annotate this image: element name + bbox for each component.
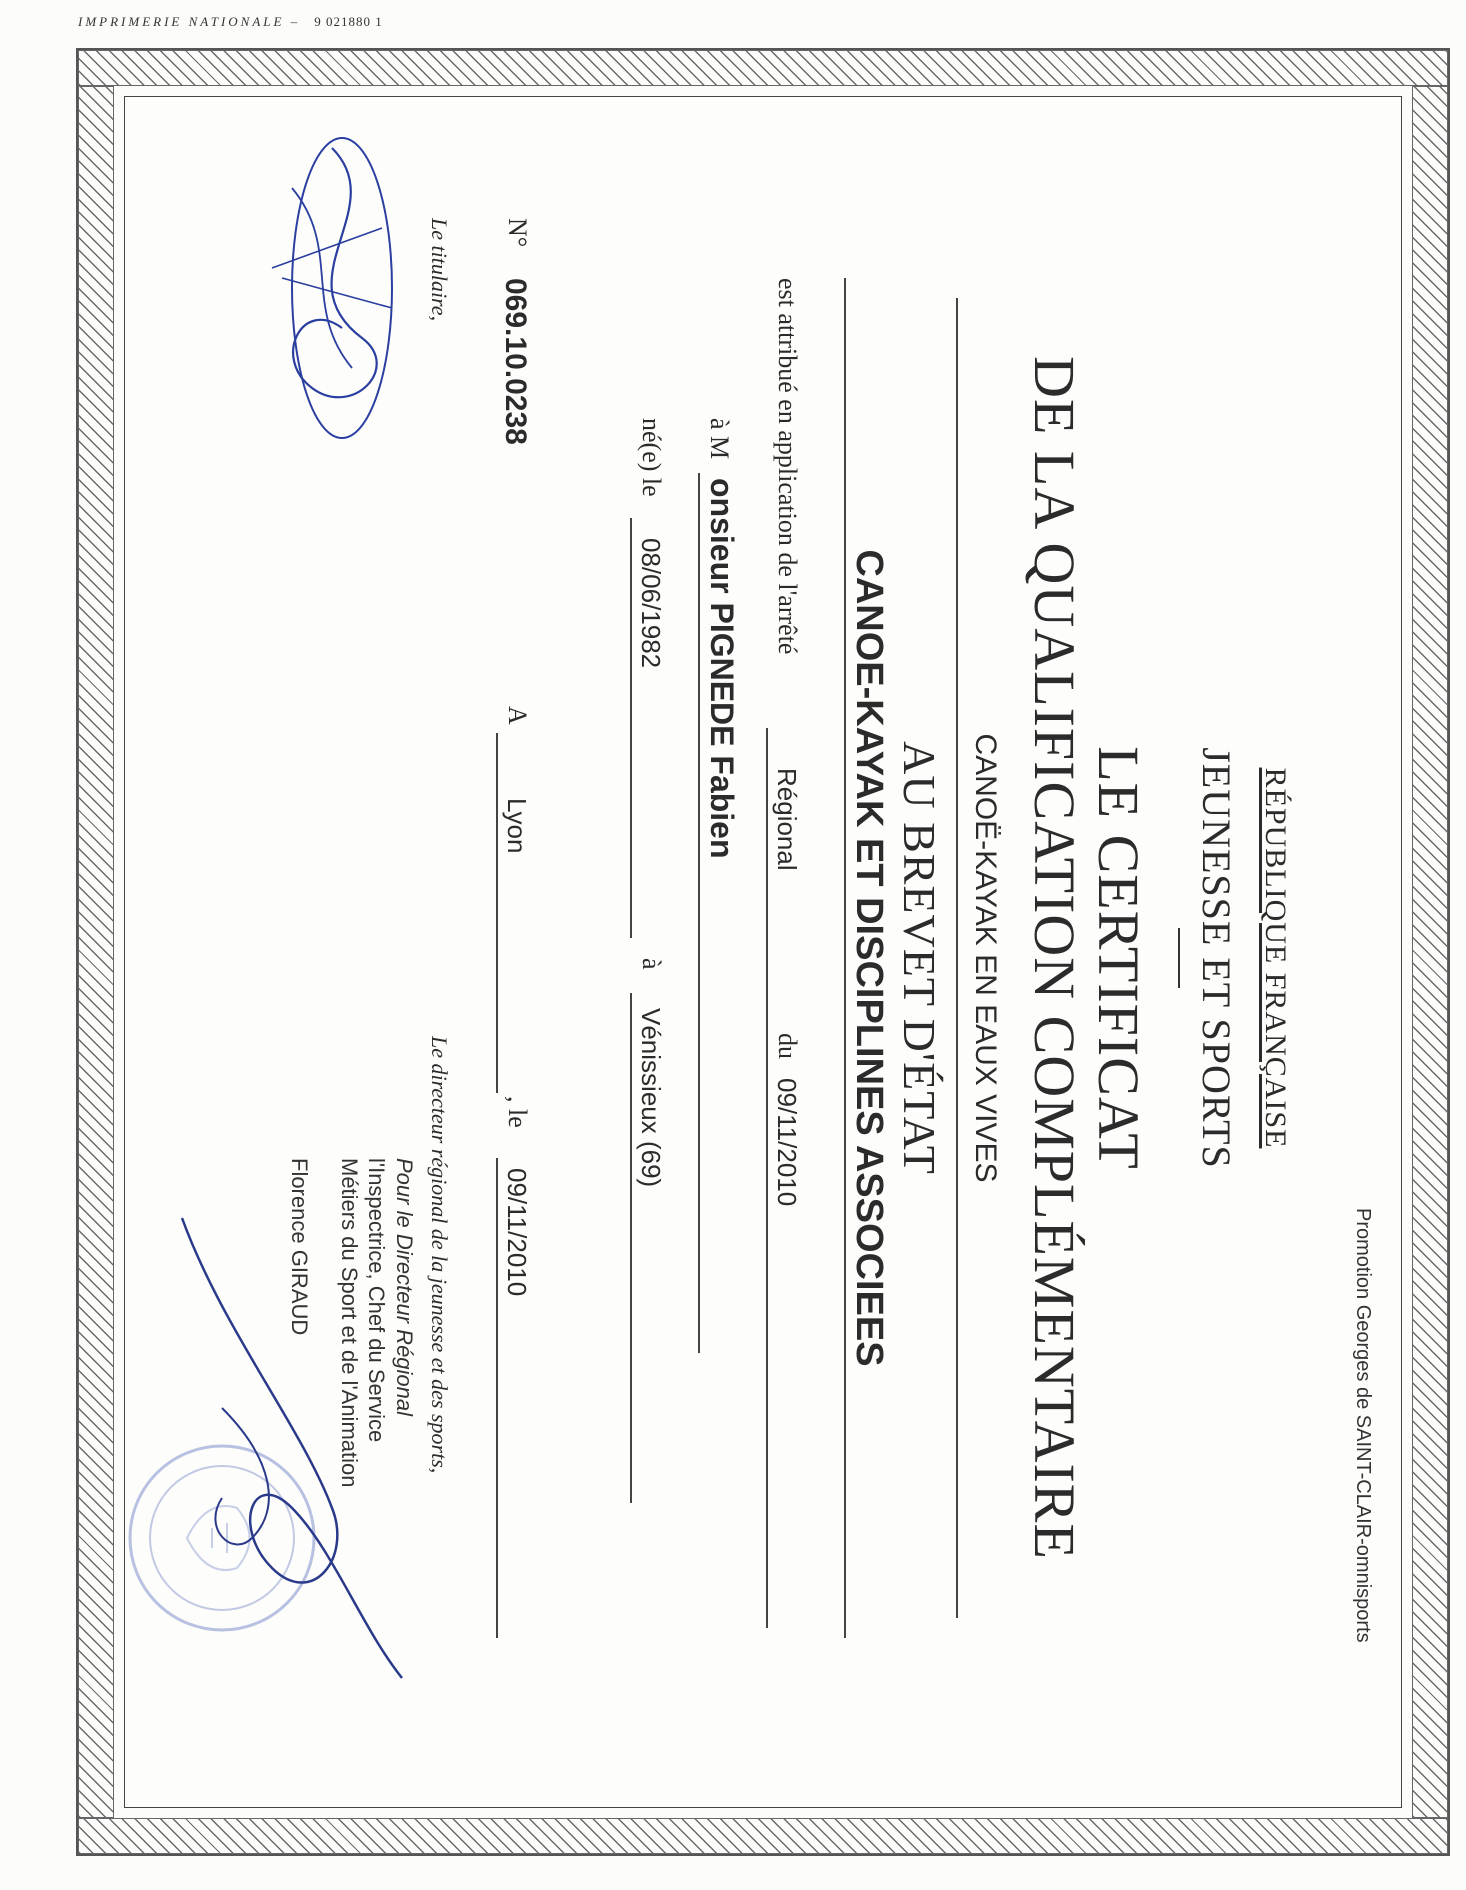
nee-label: né(e) le <box>637 418 666 497</box>
titulaire-label: Le titulaire, <box>427 218 452 322</box>
numero-label: N° <box>503 218 532 248</box>
du-line <box>766 1068 768 1628</box>
mention-rule <box>844 278 846 1638</box>
issue-a-label: A <box>503 706 532 725</box>
printer-code: 9 021880 1 <box>314 14 383 29</box>
printer-name: IMPRIMERIE NATIONALE – <box>78 14 301 29</box>
printer-mark <box>78 14 383 30</box>
issue-place: Lyon <box>502 798 532 854</box>
holder-signature-image <box>242 128 422 458</box>
signatory-title-1: l'Inspectrice, Chef du Service <box>364 1158 390 1443</box>
issue-place-line <box>496 733 498 1093</box>
birth-place: Vénissieux (69) <box>636 1008 666 1188</box>
title-line-1: LE CERTIFICAT <box>1086 746 1151 1170</box>
du-label: du <box>773 1033 802 1059</box>
border-hatch-top <box>78 50 1448 86</box>
signatory-role: Le directeur régional de la jeunesse et des sports, <box>427 1036 452 1474</box>
a-m-label: à M <box>705 418 734 460</box>
republique-text: RÉPUBLIQUE FRANÇAISE <box>1259 767 1292 1149</box>
issue-date-line <box>496 1158 498 1638</box>
title-line-2: DE LA QUALIFICATION COMPLÉMENTAIRE <box>1022 356 1087 1560</box>
border-hatch-left <box>78 86 114 1818</box>
arrete-label: est attribué en application de l'arrêté <box>773 278 802 655</box>
title-line-3: AU BREVET D'ÉTAT <box>894 741 945 1175</box>
director-signature-image <box>142 1208 422 1708</box>
signatory-pour: Pour le Directeur Régional <box>392 1158 417 1417</box>
holder-line <box>698 473 700 1353</box>
border-hatch-right <box>1412 86 1448 1818</box>
certificate-content <box>142 128 1374 1788</box>
issue-le-label: , le <box>503 1096 532 1128</box>
holder-name: onsieur PIGNEDE Fabien <box>704 478 740 859</box>
heading-rule <box>1178 928 1180 988</box>
birth-date-line <box>630 518 632 938</box>
numero-value: 069.10.0238 <box>499 278 532 445</box>
republique-heading <box>1258 128 1292 1788</box>
arrete-value: Régional <box>772 768 802 871</box>
border-hatch-bottom <box>78 1818 1448 1854</box>
specialty-text: CANOË-KAYAK EN EAUX VIVES <box>969 733 1002 1183</box>
specialty-rule <box>956 298 958 1618</box>
promotion-text: Promotion Georges de SAINT-CLAIR-omnisports <box>1352 1208 1374 1643</box>
ministry-heading: JEUNESSE ET SPORTS <box>1194 747 1239 1169</box>
mention-text: CANOE-KAYAK ET DISCIPLINES ASSOCIEES <box>848 549 890 1367</box>
birth-date: 08/06/1982 <box>636 538 666 669</box>
issue-date: 09/11/2010 <box>502 1168 532 1297</box>
signatory-name: Florence GIRAUD <box>287 1158 313 1336</box>
signatory-title-2: Métiers du Sport et de l'Animation <box>337 1158 362 1488</box>
birth-place-line <box>630 993 632 1503</box>
a-label: à <box>637 958 666 970</box>
du-value: 09/11/2010 <box>772 1078 802 1207</box>
